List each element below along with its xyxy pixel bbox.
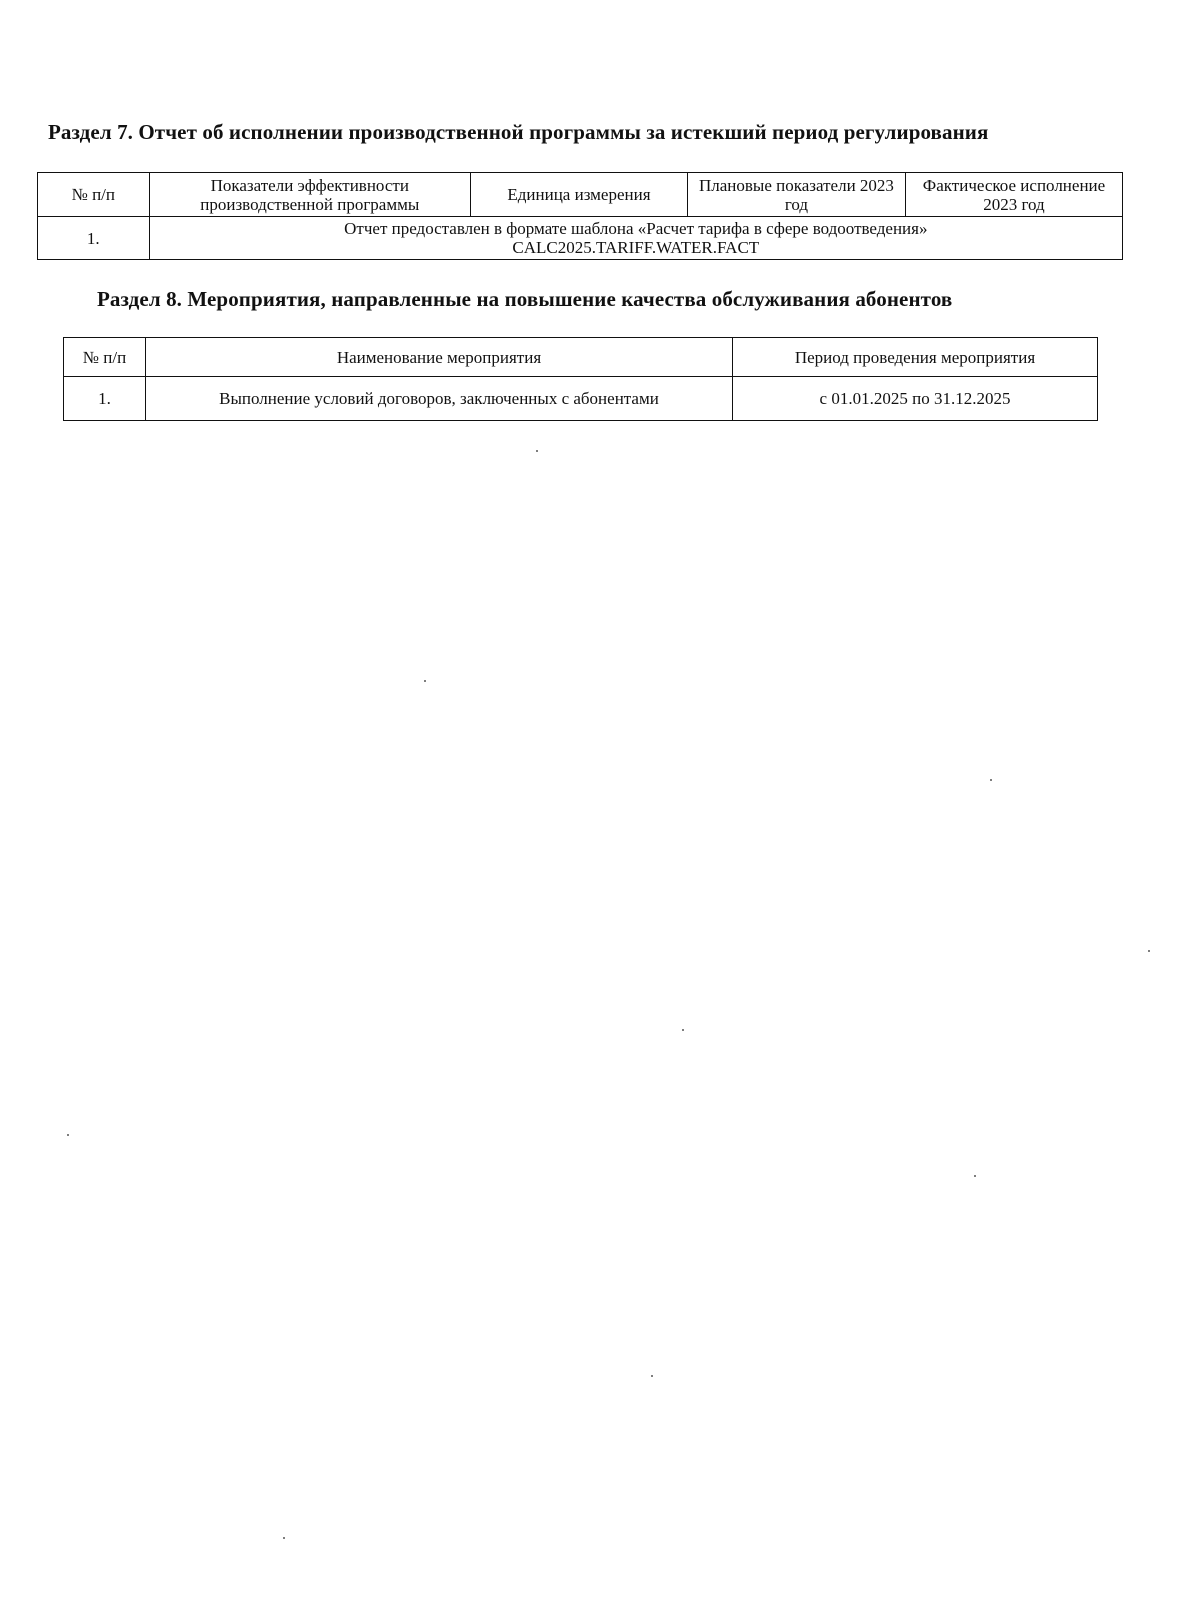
- row-number: 1.: [64, 377, 146, 421]
- section-7-title: Раздел 7. Отчет об исполнении производственной программы за истекший период регулирования: [48, 120, 989, 144]
- column-header-planned: Плановые показатели 2023 год: [687, 173, 905, 217]
- scan-speck: [67, 1134, 69, 1136]
- table-row: [64, 377, 1098, 421]
- scan-speck: [651, 1375, 653, 1377]
- scan-speck: [974, 1175, 976, 1177]
- scan-speck: [1148, 950, 1150, 952]
- section-8-title: Раздел 8. Мероприятия, направленные на повышение качества обслуживания абонентов: [97, 287, 953, 311]
- column-header-activity-name: Наименование мероприятия: [146, 338, 733, 377]
- row-number: 1.: [38, 217, 150, 260]
- table-header-row: [38, 173, 1123, 217]
- column-header-period: Период проведения мероприятия: [733, 338, 1098, 377]
- scan-speck: [536, 450, 538, 452]
- table-row: [38, 217, 1123, 260]
- column-header-number: № п/п: [64, 338, 146, 377]
- table-header-row: [64, 338, 1098, 377]
- column-header-actual: Фактическое исполнение 2023 год: [905, 173, 1122, 217]
- scan-speck: [682, 1029, 684, 1031]
- column-header-number: № п/п: [38, 173, 150, 217]
- report-note-cell: [149, 217, 1122, 260]
- report-note-line-2: CALC2025.TARIFF.WATER.FACT: [512, 238, 760, 257]
- report-note-line-1: Отчет предоставлен в формате шаблона «Расчет тарифа в сфере водоотведения»: [344, 219, 928, 238]
- scan-speck: [283, 1537, 285, 1539]
- activity-name-cell: Выполнение условий договоров, заключенных с абонентами: [146, 377, 733, 421]
- section-8-table: [63, 337, 1098, 421]
- scan-speck: [990, 779, 992, 781]
- section-7-table: [37, 172, 1123, 260]
- column-header-unit: Единица измерения: [470, 173, 687, 217]
- scan-speck: [424, 680, 426, 682]
- column-header-indicators: Показатели эффективности производственной программы: [149, 173, 470, 217]
- activity-period-cell: с 01.01.2025 по 31.12.2025: [733, 377, 1098, 421]
